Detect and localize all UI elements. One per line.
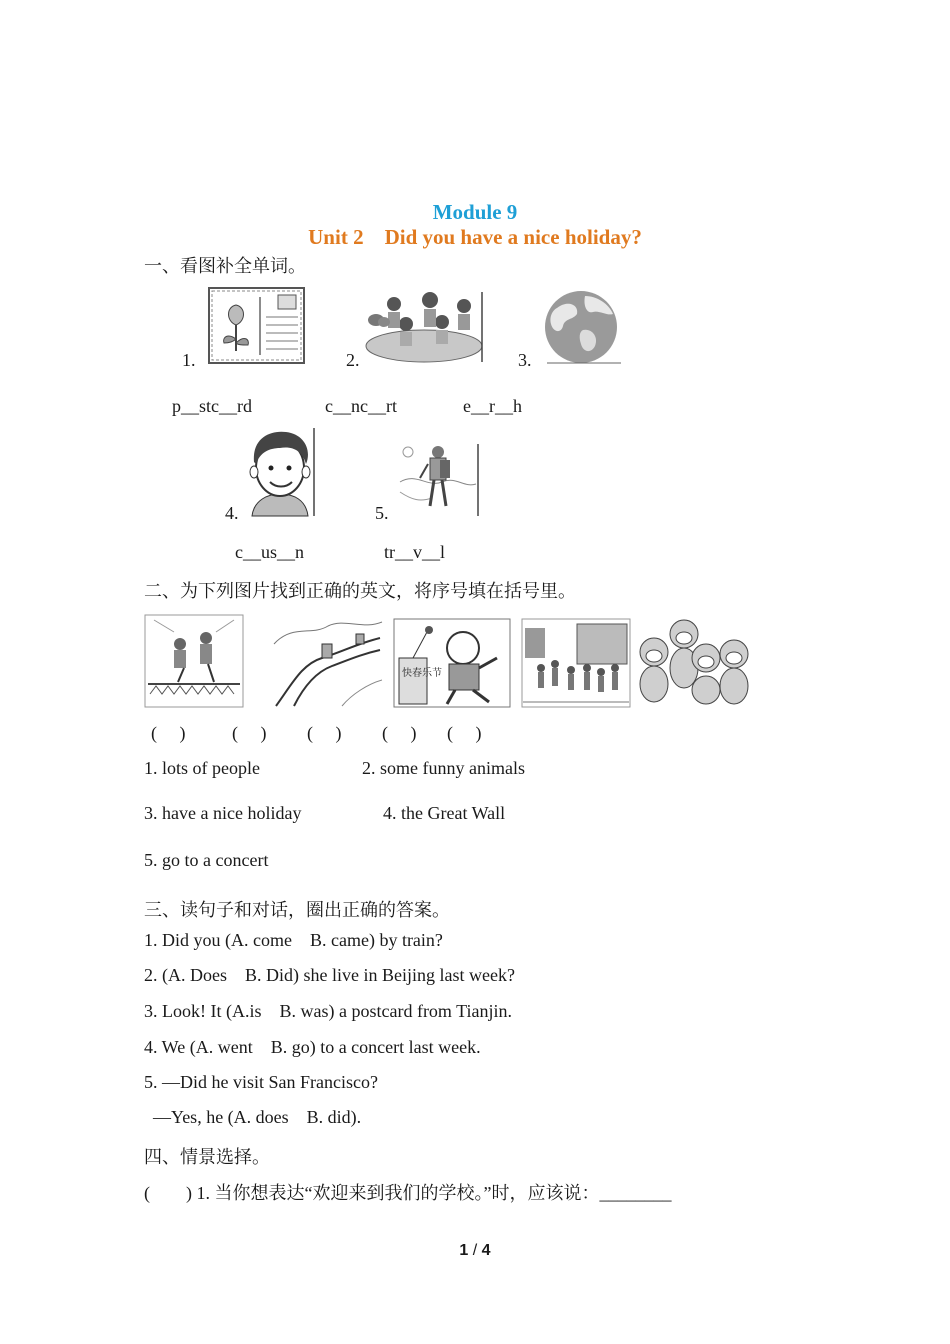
question-4: 4. We (A. went B. go) to a concert last week.	[144, 1037, 481, 1057]
bracket-1[interactable]: ( )	[151, 723, 186, 743]
option-3: 3. have a nice holiday	[144, 803, 302, 823]
firecracker-label: 快春乐节	[402, 668, 442, 679]
option-2: 2. some funny animals	[362, 758, 525, 778]
page-number	[0, 1242, 950, 1260]
option-5: 5. go to a concert	[144, 850, 269, 870]
bracket-2[interactable]: ( )	[232, 723, 267, 743]
postcard-icon	[208, 287, 305, 364]
question-2: 2. (A. Does B. Did) she live in Beijing last week?	[144, 965, 515, 985]
current-page: 1	[459, 1242, 469, 1259]
page-separator: /	[468, 1242, 482, 1259]
travel-icon	[398, 442, 480, 518]
unit-title: Unit 2 Did you have a nice holiday?	[308, 225, 642, 249]
option-1: 1. lots of people	[144, 758, 260, 778]
bracket-5[interactable]: ( )	[447, 723, 482, 743]
bracket-4[interactable]: ( )	[382, 723, 417, 743]
question-5-answer: —Yes, he (A. does B. did).	[144, 1107, 362, 1127]
firecracker-boy-picture	[393, 618, 511, 708]
cousin-icon	[246, 428, 316, 518]
situation-question-1: ( ) 1. 当你想表达“欢迎来到我们的学校。”时，应该说：________	[144, 1183, 672, 1203]
item1-number: 1.	[182, 350, 196, 370]
section1-title: 一、看图补全单词。	[144, 256, 306, 276]
question-1: 1. Did you (A. come B. came) by train?	[144, 930, 443, 950]
question-3: 3. Look! It (A.is B. was) a postcard from Tianjin.	[144, 1001, 512, 1021]
great-wall-picture	[272, 614, 384, 708]
item5-word: tr__v__l	[384, 542, 445, 562]
earth-icon	[543, 290, 621, 366]
item2-number: 2.	[346, 350, 360, 370]
item4-word: c__us__n	[235, 542, 304, 562]
module-title: Module 9	[432, 200, 518, 224]
question-5: 5. —Did he visit San Francisco?	[144, 1072, 378, 1092]
monkeys-picture	[636, 612, 758, 708]
total-pages: 4	[481, 1242, 491, 1259]
item2-word: c__nc__rt	[325, 396, 397, 416]
concert-icon	[364, 290, 484, 364]
section3-title: 三、读句子和对话，圈出正确的答案。	[144, 900, 450, 920]
option-4: 4. the Great Wall	[383, 803, 506, 823]
section2-title: 二、为下列图片找到正确的英文，将序号填在括号里。	[144, 581, 576, 601]
item5-number: 5.	[375, 503, 389, 523]
item1-word: p__stc__rd	[172, 396, 252, 416]
item3-number: 3.	[518, 350, 532, 370]
section4-title: 四、情景选择。	[144, 1147, 270, 1167]
concert-stage-picture	[144, 614, 244, 708]
item4-number: 4.	[225, 503, 239, 523]
crowd-street-picture	[521, 618, 631, 708]
item3-word: e__r__h	[463, 396, 522, 416]
bracket-3[interactable]: ( )	[307, 723, 342, 743]
